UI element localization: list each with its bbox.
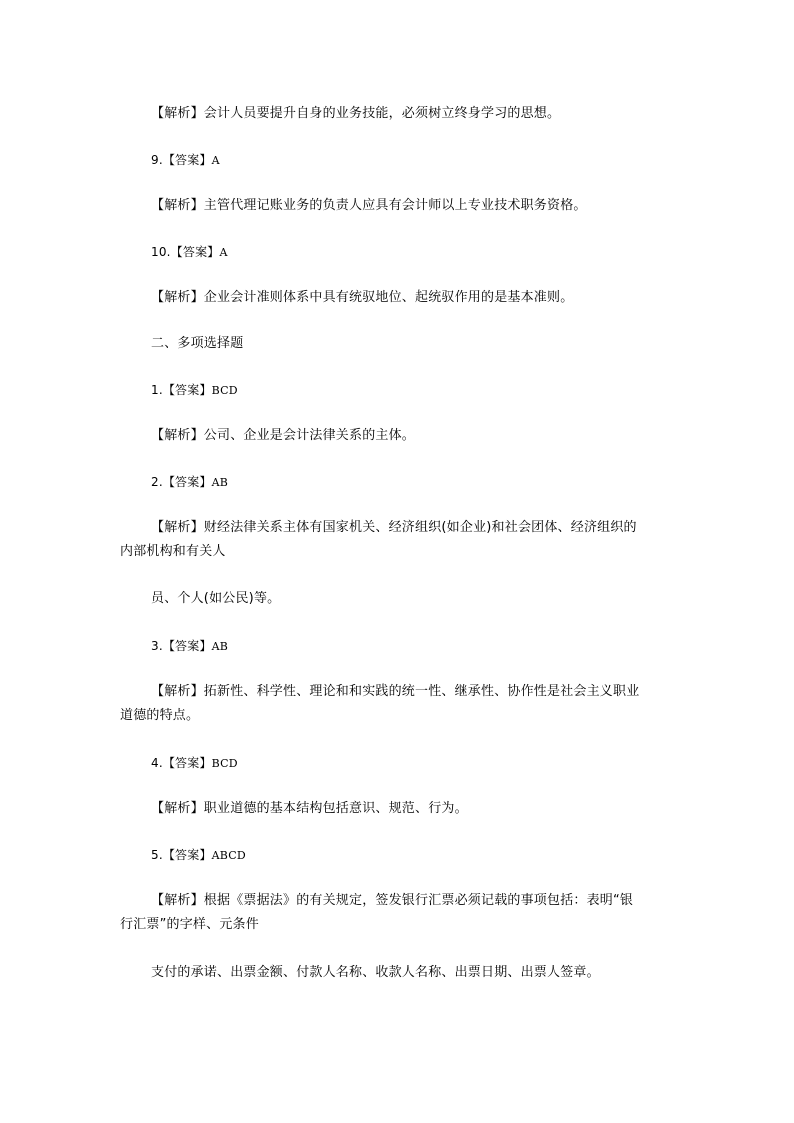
- analysis-line: 【解析】根据《票据法》的有关规定，签发银行汇票必须记载的事项包括：表明“银: [151, 893, 634, 908]
- answer-code: AB: [211, 476, 229, 489]
- answer-code: A: [219, 246, 228, 259]
- answer-line: [151, 150, 220, 171]
- answer-line: [151, 242, 228, 263]
- analysis-wrap-line: 行汇票”的字样、元条件: [120, 917, 259, 932]
- answer-label: 2.【答案】: [151, 475, 212, 489]
- analysis-line: 【解析】拓新性、科学性、理论和和实践的统一性、继承性、协作性是社会主义职业: [151, 684, 640, 699]
- analysis-wrap-line: 内部机构和有关人: [120, 544, 226, 559]
- answer-label: 10.【答案】: [151, 245, 220, 259]
- answer-label: 3.【答案】: [151, 639, 212, 653]
- analysis-line: 员、个人(如公民)等。: [151, 591, 281, 606]
- analysis-line: 【解析】会计人员要提升自身的业务技能，必须树立终身学习的思想。: [151, 106, 561, 121]
- answer-line: [151, 472, 228, 493]
- answer-code: BCD: [211, 757, 238, 770]
- analysis-line: 【解析】公司、企业是会计法律关系的主体。: [151, 428, 416, 443]
- answer-code: AB: [211, 640, 229, 653]
- analysis-line: 【解析】企业会计准则体系中具有统驭地位、起统驭作用的是基本准则。: [151, 290, 574, 305]
- answer-code: BCD: [211, 384, 238, 397]
- section-heading: 二、多项选择题: [151, 336, 244, 351]
- answer-label: 5.【答案】: [151, 848, 212, 862]
- analysis-line: 【解析】职业道德的基本结构包括意识、规范、行为。: [151, 801, 468, 816]
- answer-code: A: [211, 154, 220, 167]
- analysis-line: 【解析】主管代理记账业务的负责人应具有会计师以上专业技术职务资格。: [151, 198, 587, 213]
- analysis-line: 支付的承诺、出票金额、付款人名称、收款人名称、出票日期、出票人签章。: [151, 965, 600, 980]
- answer-label: 9.【答案】: [151, 153, 212, 167]
- analysis-line: 【解析】财经法律关系主体有国家机关、经济组织(如企业)和社会团体、经济组织的: [151, 520, 637, 535]
- answer-line: [151, 380, 238, 401]
- answer-line: [151, 636, 228, 657]
- answer-label: 4.【答案】: [151, 756, 212, 770]
- answer-line: [151, 845, 246, 866]
- answer-code: ABCD: [211, 849, 246, 862]
- answer-label: 1.【答案】: [151, 383, 212, 397]
- analysis-wrap-line: 道德的特点。: [120, 708, 200, 723]
- answer-line: [151, 753, 238, 774]
